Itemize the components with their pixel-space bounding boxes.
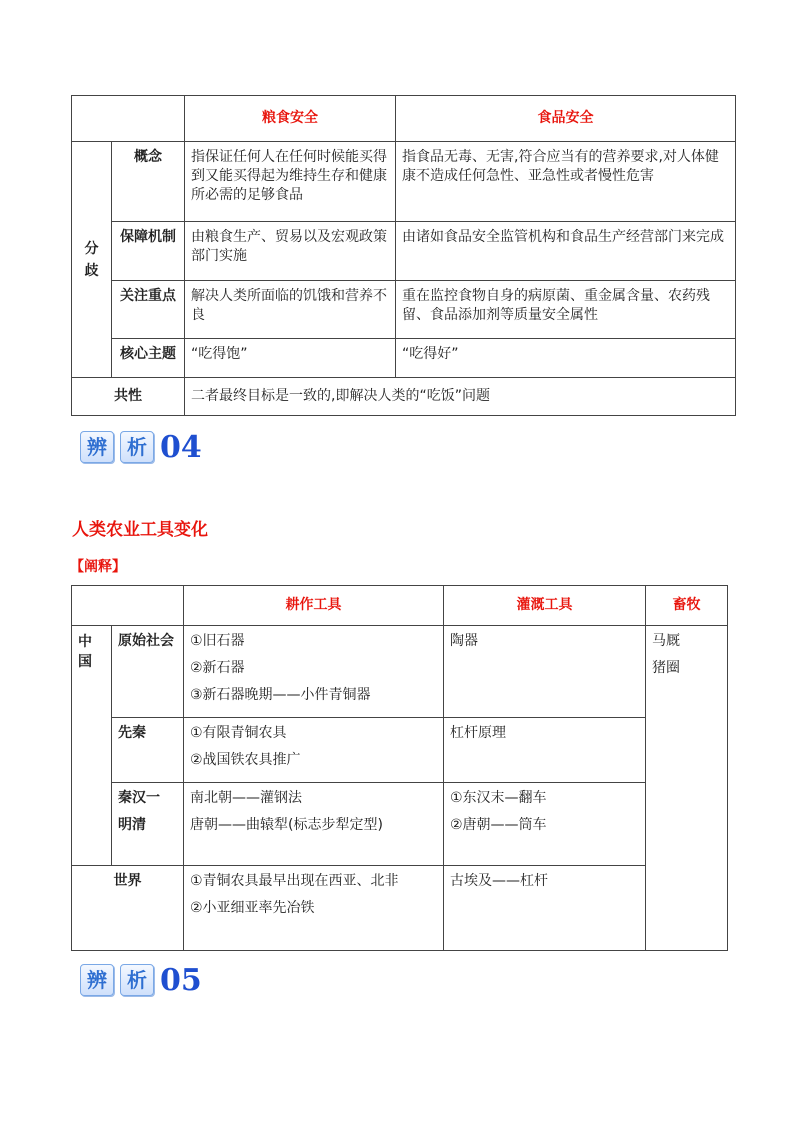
col-header-irrigation-tools: 灌溉工具 [444, 586, 646, 626]
list-item: 马厩 [652, 633, 680, 649]
list-item: 猪圈 [652, 660, 680, 676]
xi-char-icon: 析 [120, 431, 154, 463]
farming-cell [184, 783, 444, 866]
col-header-food-safety: 食品安全 [396, 96, 736, 142]
bianxi-heading-05 [80, 964, 202, 996]
col-header-grain-security: 粮食安全 [185, 96, 396, 142]
livestock-cell [646, 626, 728, 951]
col-header-farming-tools: 耕作工具 [184, 586, 444, 626]
farming-cell [184, 866, 444, 951]
section-title: 人类农业工具变化 [72, 520, 208, 540]
list-item: ①青铜农具最早出现在西亚、北非 [190, 873, 399, 889]
list-item: ①东汉末—翻车 [450, 790, 547, 806]
bianxi-number: 04 [160, 430, 202, 465]
table-cell: “吃得好” [396, 339, 736, 378]
food-security-table [71, 95, 736, 416]
common-text: 二者最终目标是一致的,即解决人类的“吃饭”问题 [185, 378, 736, 416]
bian-char-icon: 辨 [80, 431, 114, 463]
list-item: 杠杆原理 [450, 725, 506, 741]
period-label: 秦汉一 明清 [112, 783, 184, 866]
list-item: ②战国铁农具推广 [190, 752, 301, 768]
irrigation-cell [444, 718, 646, 783]
bian-char-icon: 辨 [80, 964, 114, 996]
region-label-world: 世界 [72, 866, 184, 951]
bianxi-number: 05 [160, 963, 202, 998]
row-label: 核心主题 [112, 339, 185, 378]
period-label: 先秦 [112, 718, 184, 783]
subtitle: 【阐释】 [70, 559, 126, 575]
irrigation-cell [444, 626, 646, 718]
xi-char-icon: 析 [120, 964, 154, 996]
table-cell: “吃得饱” [185, 339, 396, 378]
farming-cell [184, 718, 444, 783]
list-item: 南北朝——灌钢法 [190, 790, 302, 806]
list-item: ②唐朝——筒车 [450, 817, 547, 833]
corner-cell [72, 586, 184, 626]
list-item: ③新石器晚期——小件青铜器 [190, 687, 371, 703]
list-item: 唐朝——曲辕犁(标志步犁定型) [190, 817, 383, 833]
row-label: 保障机制 [112, 222, 185, 281]
region-label-china: 中国 [72, 626, 112, 866]
row-label: 概念 [112, 142, 185, 222]
group-label-divergence: 分歧 [72, 142, 112, 378]
table-cell: 重在监控食物自身的病原菌、重金属含量、农药残留、食品添加剂等质量安全属性 [396, 281, 736, 339]
table-cell: 指食品无毒、无害,符合应当有的营养要求,对人体健康不造成任何急性、亚急性或者慢性危害 [396, 142, 736, 222]
irrigation-cell [444, 866, 646, 951]
farming-cell [184, 626, 444, 718]
table-cell: 指保证任何人在任何时候能买得到又能买得起为维持生存和健康所必需的足够食品 [185, 142, 396, 222]
irrigation-cell [444, 783, 646, 866]
list-item: 古埃及——杠杆 [450, 873, 548, 889]
bianxi-heading-04 [80, 431, 202, 463]
list-item: ①有限青铜农具 [190, 725, 287, 741]
table-cell: 由诸如食品安全监管机构和食品生产经营部门来完成 [396, 222, 736, 281]
period-label: 原始社会 [112, 626, 184, 718]
row-label: 关注重点 [112, 281, 185, 339]
list-item: ②新石器 [190, 660, 245, 676]
table-cell: 解决人类所面临的饥饿和营养不良 [185, 281, 396, 339]
common-label: 共性 [72, 378, 185, 416]
list-item: ②小亚细亚率先冶铁 [190, 900, 315, 916]
col-header-livestock: 畜牧 [646, 586, 728, 626]
agri-tools-table [71, 585, 728, 951]
list-item: 陶器 [450, 633, 478, 649]
corner-cell [72, 96, 185, 142]
table-cell: 由粮食生产、贸易以及宏观政策部门实施 [185, 222, 396, 281]
list-item: ①旧石器 [190, 633, 245, 649]
